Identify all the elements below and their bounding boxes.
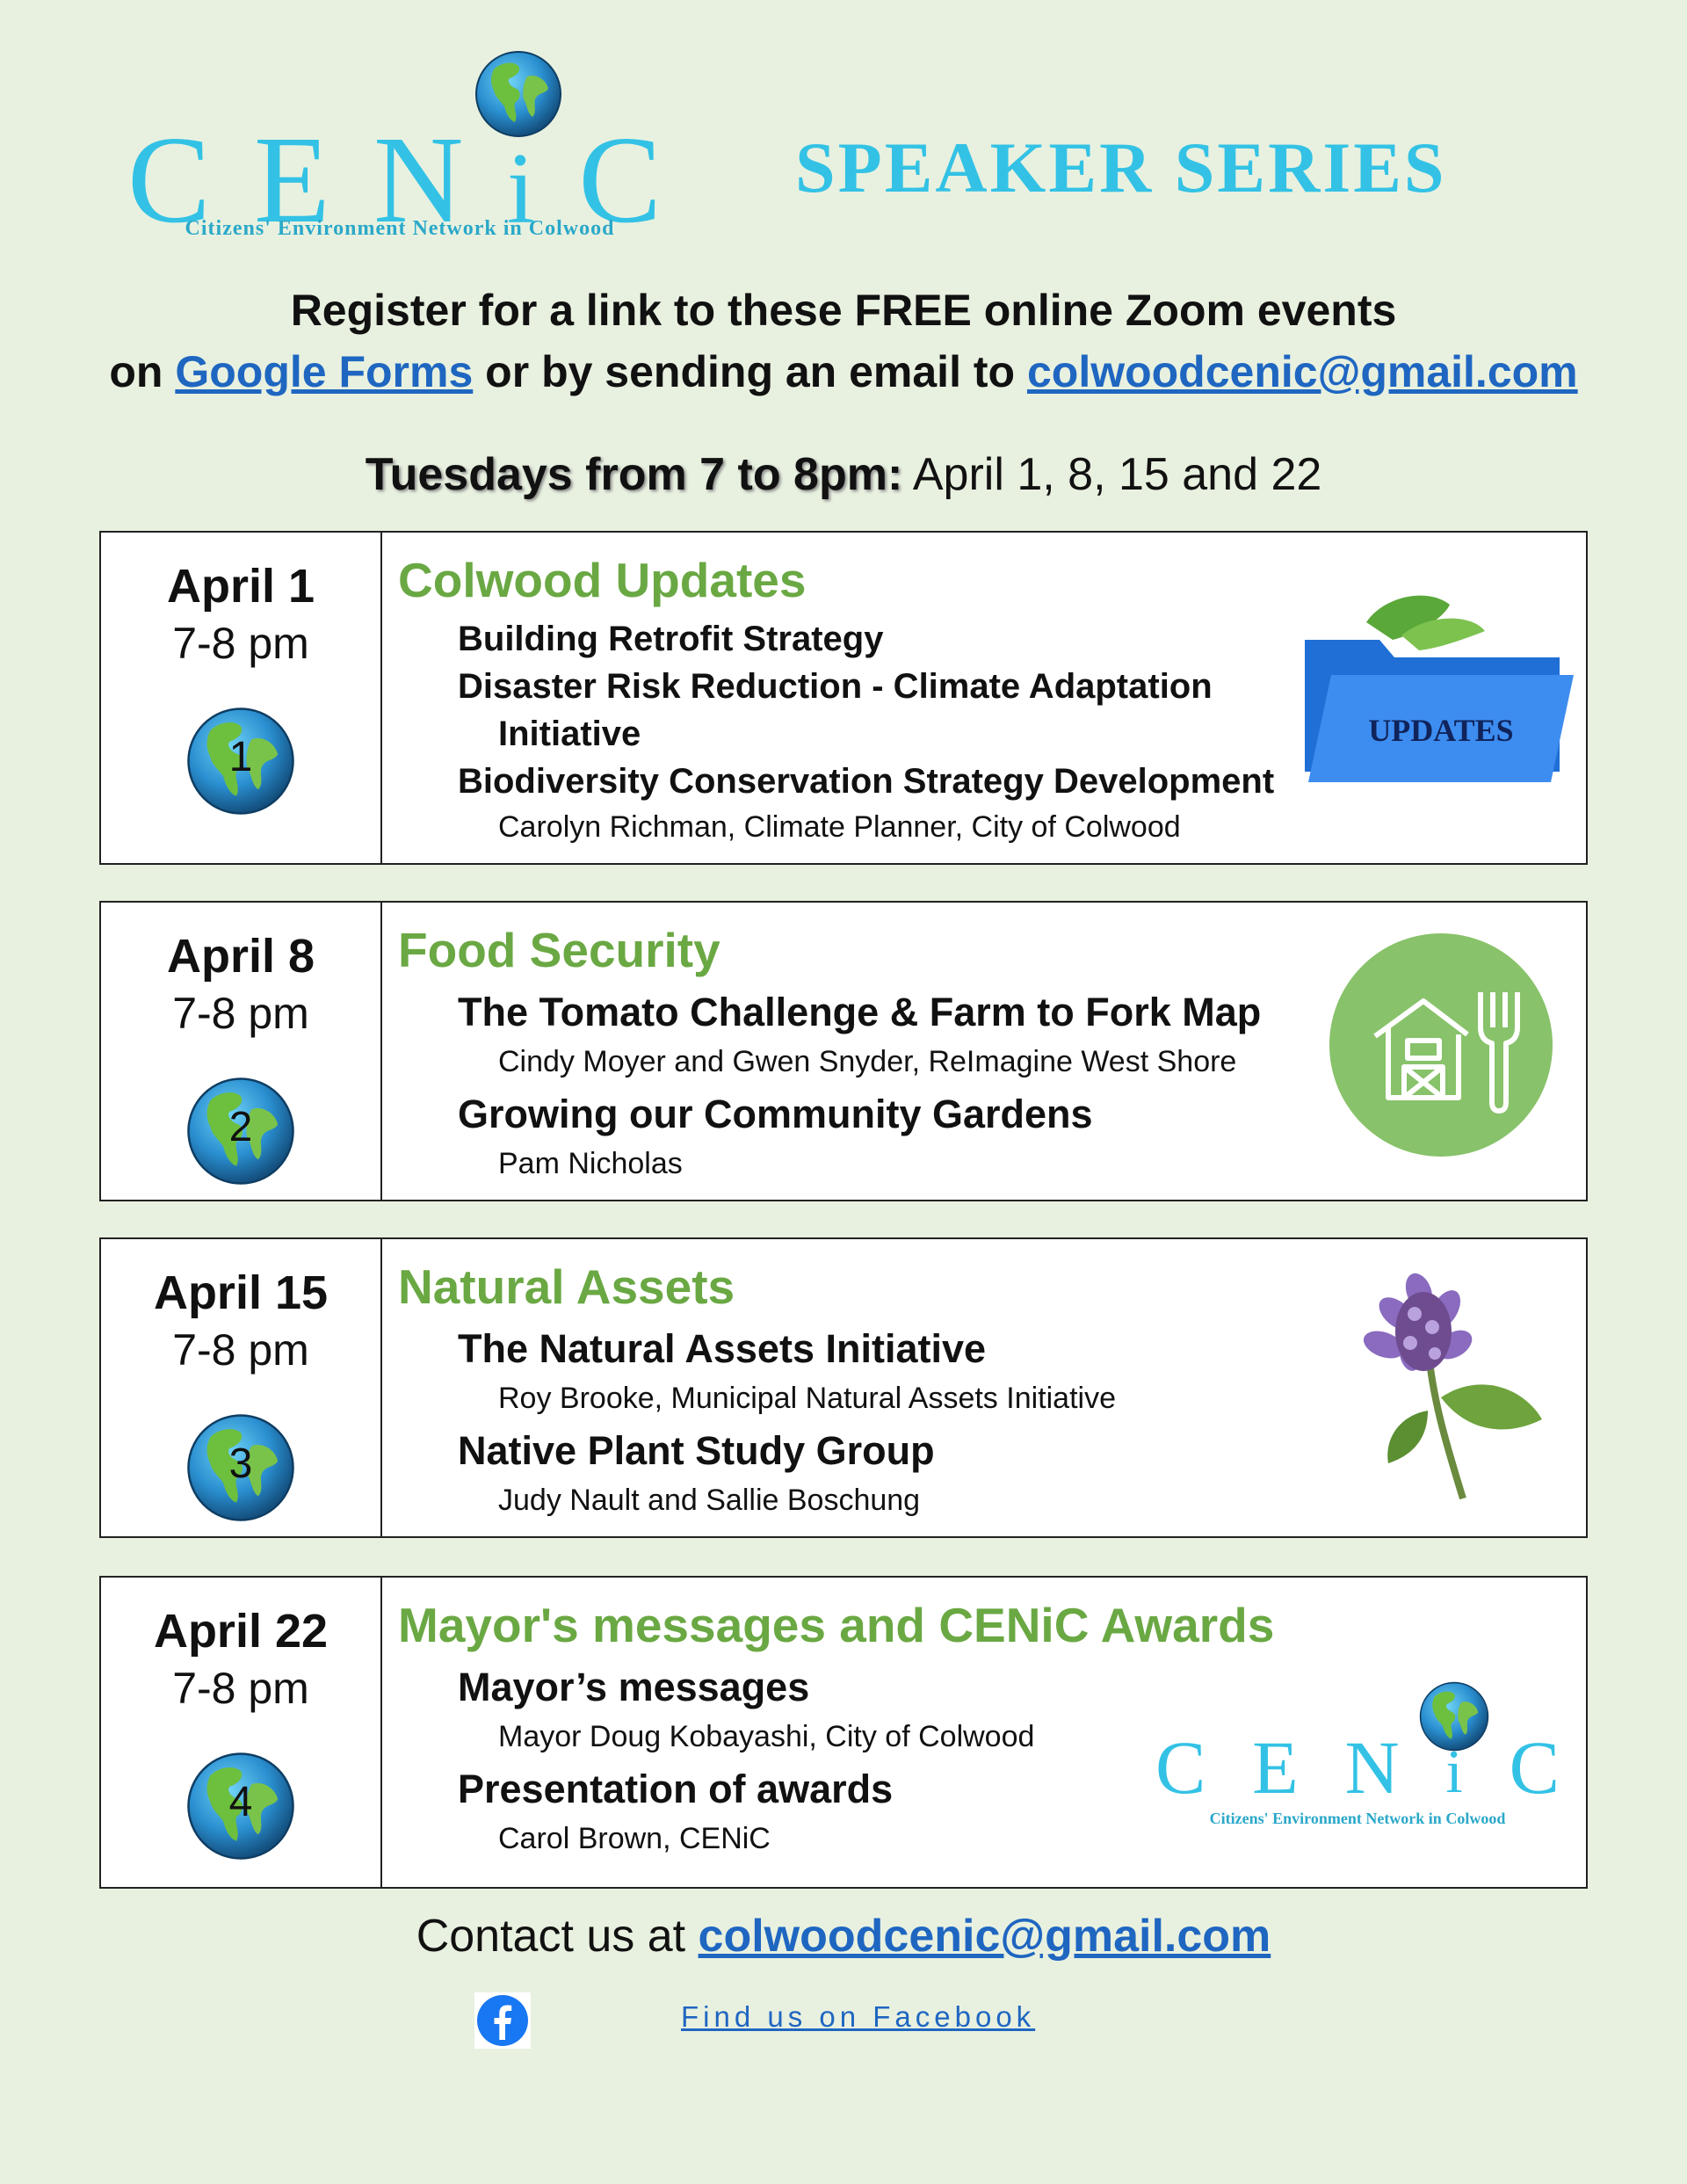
schedule-dates: April 1, 8, 15 and 22 xyxy=(912,449,1322,500)
event-item: The Natural Assets Initiative xyxy=(458,1326,987,1371)
schedule-bold: Tuesdays from 7 to 8pm: xyxy=(365,449,903,500)
event-box xyxy=(99,531,1588,865)
register-text xyxy=(0,279,1687,403)
logo-letter: i xyxy=(506,133,538,245)
cenic-logo-icon xyxy=(1155,1681,1560,1827)
register-line-2 xyxy=(0,341,1687,403)
logo-letter: E xyxy=(253,110,332,249)
event-title: Colwood Updates xyxy=(398,553,807,607)
updates-folder-icon xyxy=(1296,587,1577,798)
event-item-line: Initiative xyxy=(498,715,641,753)
register-prefix: on xyxy=(109,347,163,396)
schedule-line xyxy=(0,444,1687,505)
event-speaker: Pam Nicholas xyxy=(498,1147,683,1180)
event-speaker: Mayor Doug Kobayashi, City of Colwood xyxy=(498,1720,1035,1753)
event-item: Native Plant Study Group xyxy=(458,1428,935,1473)
logo-letter: N xyxy=(1344,1725,1400,1810)
event-title: Natural Assets xyxy=(398,1259,735,1314)
flower-icon xyxy=(1322,1266,1551,1512)
globe-icon xyxy=(186,1413,295,1522)
event-date: April 1 xyxy=(166,560,315,613)
google-forms-link[interactable]: Google Forms xyxy=(175,347,474,396)
logo-letter: N xyxy=(373,110,466,249)
event-date: April 22 xyxy=(153,1605,329,1658)
register-middle: or by sending an email to xyxy=(485,347,1016,396)
facebook-link[interactable]: Find us on Facebook xyxy=(681,2000,1036,2033)
event-item: Biodiversity Conservation Strategy Development xyxy=(458,762,1275,801)
event-item: The Tomato Challenge & Farm to Fork Map xyxy=(458,990,1262,1034)
event-speaker: Judy Nault and Sallie Boschung xyxy=(498,1484,921,1517)
event-item-line: Disaster Risk Reduction - Climate Adaptation xyxy=(458,667,1213,706)
logo-subtitle: Citizens' Environment Network in Colwood xyxy=(185,217,615,240)
facebook-icon[interactable] xyxy=(474,1992,531,2049)
logo-letter: E xyxy=(1252,1725,1299,1810)
event-time: 7-8 pm xyxy=(172,1664,309,1713)
event-time: 7-8 pm xyxy=(172,619,309,668)
event-box xyxy=(99,1237,1588,1538)
event-number: 3 xyxy=(228,1440,253,1487)
event-item: Mayor’s messages xyxy=(458,1665,810,1709)
series-title: SPEAKER SERIES xyxy=(795,127,1447,207)
logo-letter: C xyxy=(127,110,213,249)
farm-fork-icon xyxy=(1327,931,1555,1159)
event-box xyxy=(99,901,1588,1201)
logo-letter: C xyxy=(1509,1725,1560,1810)
register-email-link[interactable]: colwoodcenic@gmail.com xyxy=(1026,347,1578,396)
logo-subtitle: Citizens' Environment Network in Colwood xyxy=(1209,1810,1506,1827)
event-date-column xyxy=(101,533,382,863)
contact-email-link[interactable]: colwoodcenic@gmail.com xyxy=(698,1911,1271,1962)
event-speaker: Carolyn Richman, Climate Planner, City of Colwood xyxy=(498,810,1181,844)
event-box xyxy=(99,1576,1588,1889)
logo-letter: C xyxy=(1155,1725,1206,1810)
event-number: 4 xyxy=(228,1779,253,1825)
event-date: April 15 xyxy=(153,1266,329,1319)
event-time: 7-8 pm xyxy=(172,989,309,1038)
event-date: April 8 xyxy=(166,930,315,983)
event-title: Mayor's messages and CENiC Awards xyxy=(398,1598,1275,1652)
event-speaker: Carol Brown, CENiC xyxy=(498,1822,771,1855)
event-speaker: Roy Brooke, Municipal Natural Assets Initiative xyxy=(498,1382,1116,1415)
contact-prefix: Contact us at xyxy=(416,1911,686,1962)
logo-letter: C xyxy=(578,110,663,249)
event-date-column xyxy=(101,1239,382,1536)
event-date-column xyxy=(101,903,382,1200)
contact-line xyxy=(0,1905,1687,1967)
event-number: 1 xyxy=(228,734,253,780)
logo-wordmark xyxy=(1155,1725,1560,1810)
globe-icon xyxy=(186,1077,295,1186)
cenic-logo xyxy=(127,48,672,249)
register-line-1: Register for a link to these FREE online Zoom events xyxy=(290,286,1397,335)
event-time: 7-8 pm xyxy=(172,1325,309,1375)
event-speaker: Cindy Moyer and Gwen Snyder, ReImagine West Shore xyxy=(498,1045,1237,1078)
event-item: Presentation of awards xyxy=(458,1767,894,1811)
event-item: Growing our Community Gardens xyxy=(458,1092,1093,1136)
event-date-column xyxy=(101,1578,382,1887)
event-number: 2 xyxy=(228,1104,253,1150)
globe-icon xyxy=(186,707,295,816)
event-item: Building Retrofit Strategy xyxy=(458,620,884,658)
event-title: Food Security xyxy=(398,923,720,977)
globe-icon xyxy=(186,1752,295,1861)
updates-label: UPDATES xyxy=(1368,713,1514,748)
logo-letter: i xyxy=(1445,1738,1463,1806)
